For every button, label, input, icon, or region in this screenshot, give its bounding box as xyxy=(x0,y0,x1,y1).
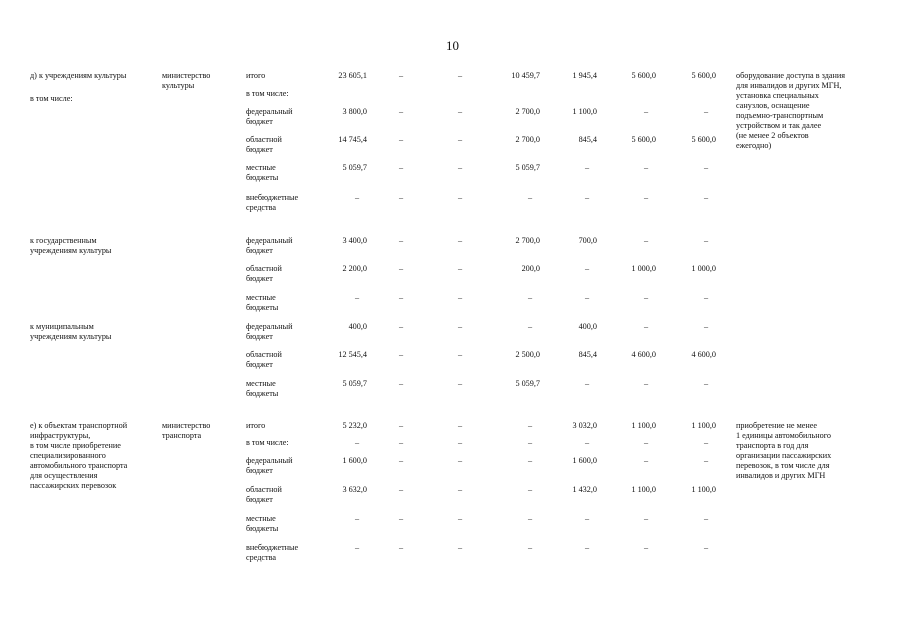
section-e-result: организации пассажирских xyxy=(736,451,832,460)
section-e-row-2-value-2: – xyxy=(457,456,463,465)
section-d-responsible: культуры xyxy=(162,81,195,90)
section-e-title: в том числе приобретение xyxy=(30,441,121,450)
municipal-institutions-row-label: местные xyxy=(246,379,276,388)
section-d-row-label: средства xyxy=(246,203,277,212)
section-e-title: автомобильного транспорта xyxy=(30,461,128,470)
municipal-institutions-row-0-value-2: – xyxy=(457,322,463,331)
municipal-institutions-row-2-value-1: – xyxy=(398,379,404,388)
section-d-row-label: бюджет xyxy=(246,145,273,154)
section-e-row-4-value-2: – xyxy=(457,514,463,523)
section-d-row-5-value-6: – xyxy=(703,193,709,202)
section-e-row-3-value-6: 1 100,0 xyxy=(691,485,716,494)
section-e-row-label: итого xyxy=(246,421,266,430)
section-e-row-3-value-3: – xyxy=(527,485,533,494)
section-d-row-5-value-4: – xyxy=(584,193,590,202)
section-d-row-label: внебюджетные xyxy=(246,193,299,202)
section-d-row-label: федеральный xyxy=(246,107,293,116)
section-d-row-0-value-3: 10 459,7 xyxy=(511,71,540,80)
section-e-row-label: местные xyxy=(246,514,276,523)
section-e-row-label: бюджет xyxy=(246,495,273,504)
section-e-row-0-value-4: 3 032,0 xyxy=(572,421,597,430)
section-e-row-5-value-2: – xyxy=(457,543,463,552)
section-e-row-2-value-6: – xyxy=(703,456,709,465)
section-d-row-3-value-3: 2 700,0 xyxy=(515,135,540,144)
section-e-result: 1 единицы автомобильного xyxy=(736,431,831,440)
section-d-result: (не менее 2 объектов xyxy=(736,131,809,140)
municipal-institutions-row-1-value-4: 845,4 xyxy=(578,350,597,359)
state-institutions-row-label: областной xyxy=(246,264,282,273)
section-d-result: ежегодно) xyxy=(736,141,772,150)
section-d-row-2-value-4: 1 100,0 xyxy=(572,107,597,116)
section-e-row-5-value-6: – xyxy=(703,543,709,552)
section-e-row-2-value-1: – xyxy=(398,456,404,465)
section-e-row-5-value-5: – xyxy=(643,543,649,552)
state-institutions-row-2-value-3: – xyxy=(527,293,533,302)
municipal-institutions-row-1-value-2: – xyxy=(457,350,463,359)
section-e-result: перевозок, в том числе для xyxy=(736,461,830,470)
section-e-row-4-value-0: – xyxy=(354,514,360,523)
section-e-row-label: в том числе: xyxy=(246,438,289,447)
section-d-row-label: бюджеты xyxy=(246,173,279,182)
state-institutions-row-1-value-1: – xyxy=(398,264,404,273)
section-e-row-label: областной xyxy=(246,485,282,494)
municipal-institutions-row-label: бюджет xyxy=(246,332,273,341)
section-d-row-label: итого xyxy=(246,71,266,80)
state-institutions-row-0-value-5: – xyxy=(643,236,649,245)
section-e-row-1-value-3: – xyxy=(527,438,533,447)
municipal-institutions-title: к муниципальным xyxy=(30,322,94,331)
state-institutions-row-label: федеральный xyxy=(246,236,293,245)
section-e-row-4-value-6: – xyxy=(703,514,709,523)
section-d-result: для инвалидов и других МГН, xyxy=(736,81,842,90)
municipal-institutions-row-2-value-0: 5 059,7 xyxy=(342,379,367,388)
municipal-institutions-row-0-value-4: 400,0 xyxy=(578,322,597,331)
section-e-row-3-value-0: 3 632,0 xyxy=(342,485,367,494)
municipal-institutions-row-0-value-6: – xyxy=(703,322,709,331)
section-e-result: инвалидов и других МГН xyxy=(736,471,826,480)
state-institutions-row-label: бюджет xyxy=(246,274,273,283)
section-d-row-4-value-3: 5 059,7 xyxy=(515,163,540,172)
section-e-row-5-value-1: – xyxy=(398,543,404,552)
state-institutions-row-2-value-0: – xyxy=(354,293,360,302)
section-e-row-2-value-5: – xyxy=(643,456,649,465)
section-d-row-5-value-5: – xyxy=(643,193,649,202)
section-d-row-0-value-2: – xyxy=(457,71,463,80)
section-e-row-0-value-2: – xyxy=(457,421,463,430)
section-d-result: установка специальных xyxy=(736,91,819,100)
state-institutions-row-1-value-4: – xyxy=(584,264,590,273)
section-e-result: транспорта в год для xyxy=(736,441,809,450)
section-d-responsible: министерство xyxy=(162,71,211,80)
page-number: 10 xyxy=(446,38,459,53)
municipal-institutions-row-0-value-0: 400,0 xyxy=(348,322,367,331)
state-institutions-row-2-value-4: – xyxy=(584,293,590,302)
section-e-title: инфраструктуры, xyxy=(30,431,91,440)
state-institutions-row-1-value-3: 200,0 xyxy=(521,264,540,273)
section-e-row-label: внебюджетные xyxy=(246,543,299,552)
section-d-row-3-value-1: – xyxy=(398,135,404,144)
section-d-row-2-value-0: 3 800,0 xyxy=(342,107,367,116)
state-institutions-row-2-value-5: – xyxy=(643,293,649,302)
section-e-row-5-value-3: – xyxy=(527,543,533,552)
section-d-row-2-value-3: 2 700,0 xyxy=(515,107,540,116)
section-d-title: д) к учреждениям культуры xyxy=(30,71,127,80)
section-d-row-4-value-6: – xyxy=(703,163,709,172)
section-d-row-4-value-0: 5 059,7 xyxy=(342,163,367,172)
section-e-row-label: бюджеты xyxy=(246,524,279,533)
section-d-row-0-value-5: 5 600,0 xyxy=(631,71,656,80)
section-e-row-0-value-0: 5 232,0 xyxy=(342,421,367,430)
section-d-row-0-value-4: 1 945,4 xyxy=(572,71,597,80)
section-d-result: подъемно-транспортным xyxy=(736,111,824,120)
section-e-row-5-value-0: – xyxy=(354,543,360,552)
section-e-row-1-value-5: – xyxy=(643,438,649,447)
section-d-row-3-value-6: 5 600,0 xyxy=(691,135,716,144)
section-d-row-label: в том числе: xyxy=(246,89,289,98)
municipal-institutions-title: учреждениям культуры xyxy=(30,332,112,341)
section-e-row-4-value-1: – xyxy=(398,514,404,523)
section-d-row-label: местные xyxy=(246,163,276,172)
state-institutions-row-0-value-4: 700,0 xyxy=(578,236,597,245)
municipal-institutions-row-1-value-0: 12 545,4 xyxy=(338,350,367,359)
section-d-row-2-value-1: – xyxy=(398,107,404,116)
section-e-row-1-value-4: – xyxy=(584,438,590,447)
municipal-institutions-row-1-value-5: 4 600,0 xyxy=(631,350,656,359)
section-d-subtitle: в том числе: xyxy=(30,94,73,103)
section-d-row-4-value-4: – xyxy=(584,163,590,172)
section-e-row-4-value-5: – xyxy=(643,514,649,523)
state-institutions-title: к государственным xyxy=(30,236,97,245)
section-e-title: е) к объектам транспортной xyxy=(30,421,128,430)
section-d-row-2-value-6: – xyxy=(703,107,709,116)
section-e-title: специализированного xyxy=(30,451,106,460)
municipal-institutions-row-2-value-3: 5 059,7 xyxy=(515,379,540,388)
section-d-row-5-value-1: – xyxy=(398,193,404,202)
section-e-title: пассажирских перевозок xyxy=(30,481,117,490)
section-e-row-0-value-1: – xyxy=(398,421,404,430)
section-d-row-4-value-5: – xyxy=(643,163,649,172)
section-e-row-1-value-2: – xyxy=(457,438,463,447)
section-d-row-0-value-1: – xyxy=(398,71,404,80)
state-institutions-row-0-value-1: – xyxy=(398,236,404,245)
section-d-result: санузлов, оснащение xyxy=(736,101,810,110)
section-d-row-2-value-5: – xyxy=(643,107,649,116)
state-institutions-row-2-value-6: – xyxy=(703,293,709,302)
municipal-institutions-row-0-value-3: – xyxy=(527,322,533,331)
section-d-row-label: областной xyxy=(246,135,282,144)
section-d-row-0-value-6: 5 600,0 xyxy=(691,71,716,80)
section-e-responsible: министерство xyxy=(162,421,211,430)
section-e-row-1-value-0: – xyxy=(354,438,360,447)
section-d-row-3-value-0: 14 745,4 xyxy=(338,135,367,144)
section-d-row-2-value-2: – xyxy=(457,107,463,116)
municipal-institutions-row-0-value-1: – xyxy=(398,322,404,331)
section-d-result: устройством и так далее xyxy=(736,121,822,130)
section-e-row-4-value-3: – xyxy=(527,514,533,523)
municipal-institutions-row-label: бюджеты xyxy=(246,389,279,398)
state-institutions-row-label: бюджет xyxy=(246,246,273,255)
municipal-institutions-row-2-value-6: – xyxy=(703,379,709,388)
municipal-institutions-row-1-value-3: 2 500,0 xyxy=(515,350,540,359)
state-institutions-row-1-value-6: 1 000,0 xyxy=(691,264,716,273)
municipal-institutions-row-label: федеральный xyxy=(246,322,293,331)
section-e-result: приобретение не менее xyxy=(736,421,818,430)
state-institutions-title: учреждениям культуры xyxy=(30,246,112,255)
section-e-row-0-value-3: – xyxy=(527,421,533,430)
municipal-institutions-row-2-value-2: – xyxy=(457,379,463,388)
section-e-row-3-value-2: – xyxy=(457,485,463,494)
state-institutions-row-label: местные xyxy=(246,293,276,302)
state-institutions-row-2-value-1: – xyxy=(398,293,404,302)
municipal-institutions-row-0-value-5: – xyxy=(643,322,649,331)
section-d-row-5-value-3: – xyxy=(527,193,533,202)
section-d-row-4-value-2: – xyxy=(457,163,463,172)
section-e-row-1-value-6: – xyxy=(703,438,709,447)
section-d-result: оборудование доступа в здания xyxy=(736,71,846,80)
state-institutions-row-0-value-6: – xyxy=(703,236,709,245)
municipal-institutions-row-1-value-1: – xyxy=(398,350,404,359)
section-d-row-3-value-4: 845,4 xyxy=(578,135,597,144)
section-d-row-3-value-5: 5 600,0 xyxy=(631,135,656,144)
municipal-institutions-row-label: областной xyxy=(246,350,282,359)
state-institutions-row-1-value-0: 2 200,0 xyxy=(342,264,367,273)
section-e-row-3-value-1: – xyxy=(398,485,404,494)
state-institutions-row-2-value-2: – xyxy=(457,293,463,302)
section-e-row-2-value-4: 1 600,0 xyxy=(572,456,597,465)
state-institutions-row-1-value-2: – xyxy=(457,264,463,273)
section-e-row-3-value-5: 1 100,0 xyxy=(631,485,656,494)
municipal-institutions-row-2-value-4: – xyxy=(584,379,590,388)
state-institutions-row-0-value-0: 3 400,0 xyxy=(342,236,367,245)
section-e-row-1-value-1: – xyxy=(398,438,404,447)
section-d-row-0-value-0: 23 605,1 xyxy=(338,71,367,80)
section-e-row-4-value-4: – xyxy=(584,514,590,523)
section-d-row-3-value-2: – xyxy=(457,135,463,144)
section-e-row-5-value-4: – xyxy=(584,543,590,552)
section-d-row-5-value-0: – xyxy=(354,193,360,202)
section-d-row-label: бюджет xyxy=(246,117,273,126)
section-e-row-2-value-3: – xyxy=(527,456,533,465)
section-e-responsible: транспорта xyxy=(162,431,202,440)
section-e-row-3-value-4: 1 432,0 xyxy=(572,485,597,494)
section-e-row-label: бюджет xyxy=(246,466,273,475)
section-e-row-0-value-6: 1 100,0 xyxy=(691,421,716,430)
section-e-row-label: средства xyxy=(246,553,277,562)
municipal-institutions-row-1-value-6: 4 600,0 xyxy=(691,350,716,359)
section-e-row-2-value-0: 1 600,0 xyxy=(342,456,367,465)
section-d-row-4-value-1: – xyxy=(398,163,404,172)
section-d-row-5-value-2: – xyxy=(457,193,463,202)
state-institutions-row-0-value-3: 2 700,0 xyxy=(515,236,540,245)
section-e-row-label: федеральный xyxy=(246,456,293,465)
municipal-institutions-row-label: бюджет xyxy=(246,360,273,369)
section-e-title: для осуществления xyxy=(30,471,98,480)
state-institutions-row-label: бюджеты xyxy=(246,303,279,312)
municipal-institutions-row-2-value-5: – xyxy=(643,379,649,388)
section-e-row-0-value-5: 1 100,0 xyxy=(631,421,656,430)
state-institutions-row-1-value-5: 1 000,0 xyxy=(631,264,656,273)
state-institutions-row-0-value-2: – xyxy=(457,236,463,245)
